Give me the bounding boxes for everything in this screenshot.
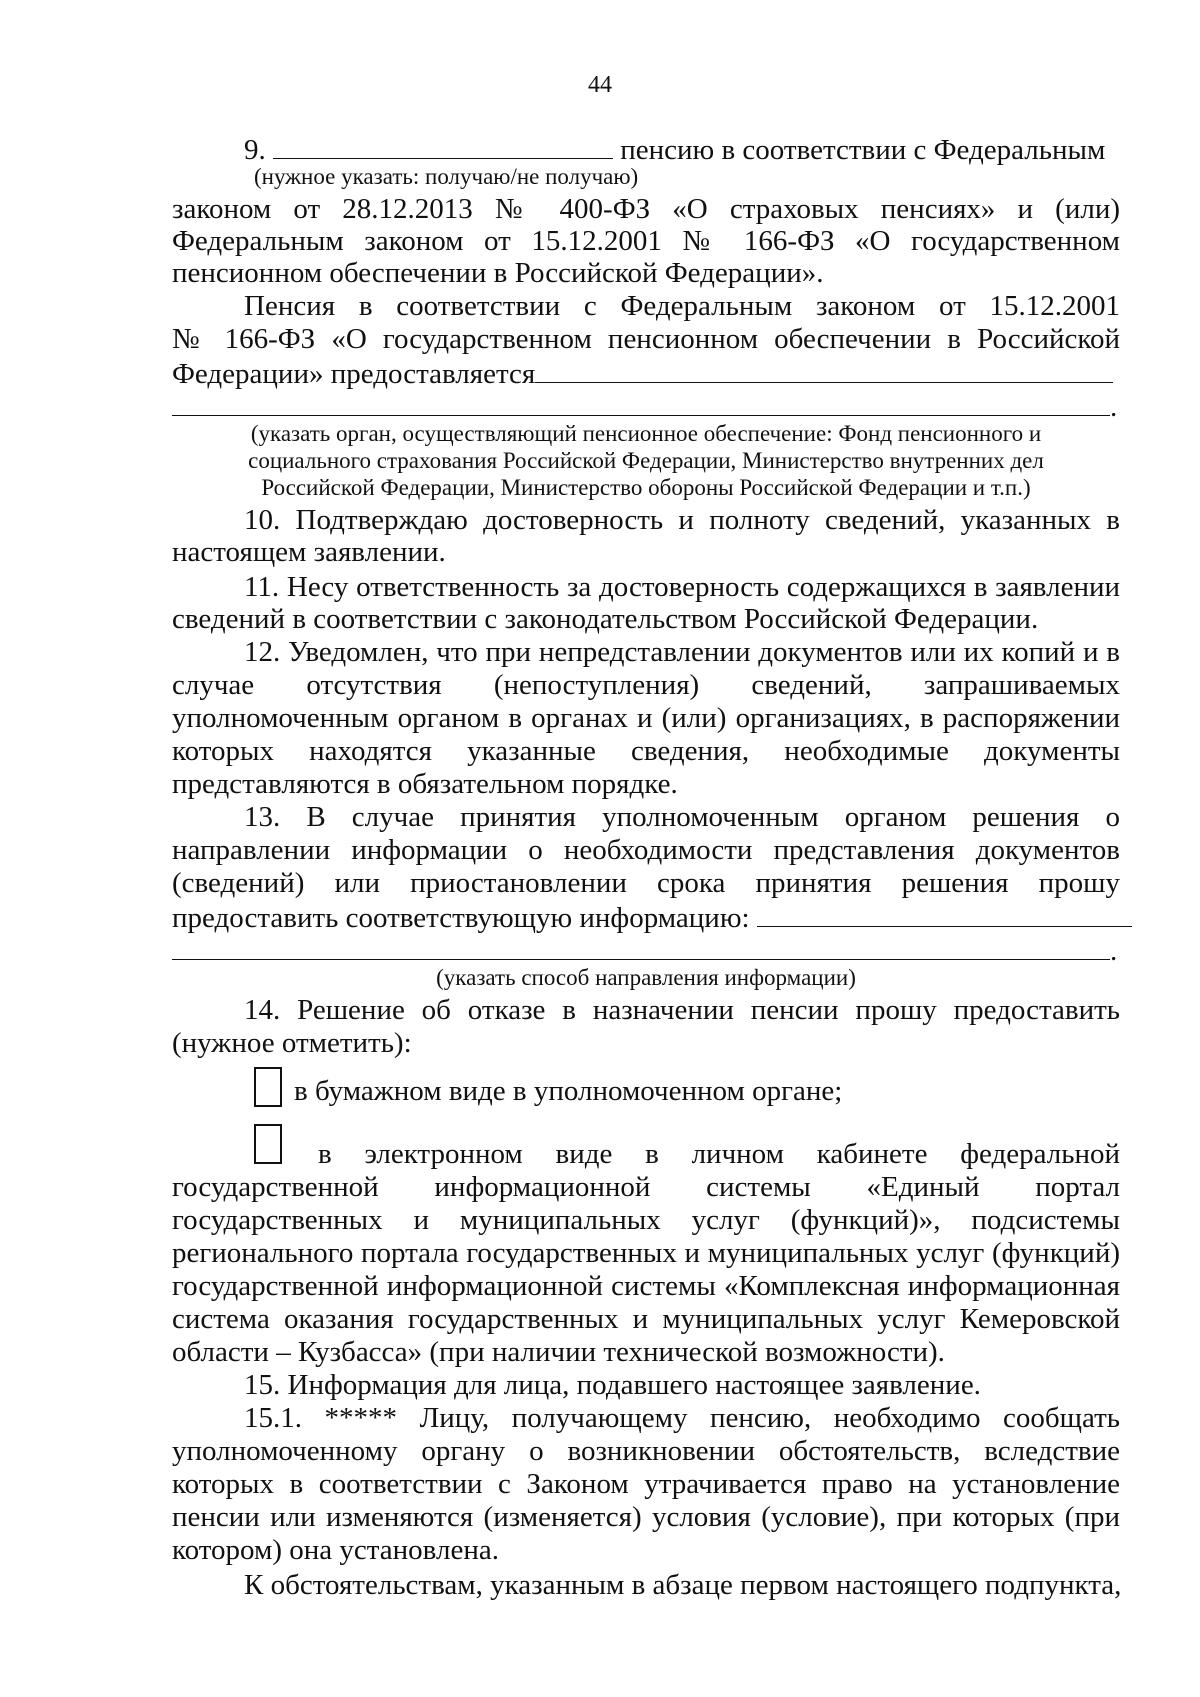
item12-line5: представляются в обязательном порядке. [172, 768, 678, 800]
item151-line6: К обстоятельствам, указанным в абзаце первом настоящего подпункта, [244, 1569, 1122, 1601]
electronic-option-line5: государственной информационной системы «Комплексная информационная [172, 1270, 1120, 1302]
page-number: 44 [588, 72, 612, 98]
item9-line3: Федеральным законом от 15.12.2001 № 166-ФЗ «О государственном [172, 225, 1120, 257]
item10-line1: 10. Подтверждаю достоверность и полноту сведений, указанных в [244, 504, 1120, 536]
pension-organ-blank-1[interactable] [535, 356, 1113, 383]
item9-hint: (нужное указать: получаю/не получаю) [254, 164, 639, 189]
electronic-option-line7: области – Кузбасса» (при наличии технической возможности). [172, 1336, 945, 1368]
item9-line4: пенсионном обеспечении в Российской Федерации». [172, 257, 824, 289]
electronic-option-line6: система оказания государственных и муниципальных услуг Кемеровской [172, 1303, 1120, 1335]
item13-line3: (сведений) или приостановлении срока принятия решения прошу [172, 867, 1120, 899]
electronic-option-checkbox[interactable] [254, 1124, 282, 1164]
item9-line2: законом от 28.12.2013 № 400-ФЗ «О страховых пенсиях» и (или) [172, 193, 1120, 225]
item15-line1: 15. Информация для лица, подавшего настоящее заявление. [244, 1369, 981, 1401]
paper-option-checkbox[interactable] [254, 1067, 282, 1107]
pension-provided-label: Федерации» предоставляется [172, 358, 536, 390]
pension-hint-3: Российской Федерации, Министерство обороны Российской Федерации и т.п.) [261, 475, 1031, 500]
item12-line4: которых находятся указанные сведения, необходимые документы [172, 735, 1120, 767]
item13-line5 [172, 933, 1120, 967]
item151-line4: пенсии или изменяются (изменяется) условия (условие), при которых (при [172, 1501, 1120, 1533]
item9-number: 9. [244, 134, 266, 166]
item13-dot: . [1110, 935, 1118, 967]
item10-line2: настоящем заявлении. [172, 536, 446, 568]
item151-line2: уполномоченному органу о возникновении обстоятельств, вследствие [172, 1435, 1120, 1467]
item12-line3: уполномоченным органом в органах и (или) организациях, в распоряжении [172, 702, 1120, 734]
electronic-option-line3: государственных и муниципальных услуг (функций)», подсистемы [172, 1204, 1120, 1236]
item13-provide-label: предоставить соответствующую информацию: [172, 902, 750, 934]
item11-line1: 11. Несу ответственность за достоверность содержащихся в заявлении [244, 571, 1120, 603]
paper-option-label: в бумажном виде в уполномоченном органе; [294, 1075, 843, 1107]
electronic-option-line4: регионального портала государственных и муниципальных услуг (функций) [172, 1237, 1120, 1269]
item14-line1: 14. Решение об отказе в назначении пенсии прошу предоставить [244, 994, 1120, 1026]
item9-line1 [244, 132, 1120, 166]
item13-line1: 13. В случае принятия уполномоченным органом решения о [244, 801, 1120, 833]
item13-hint: (указать способ направления информации) [436, 965, 856, 990]
pension-line1: Пенсия в соответствии с Федеральным законом от 15.12.2001 [244, 290, 1120, 322]
item9-blank[interactable] [273, 132, 613, 159]
item151-line1: 15.1. ***** Лицу, получающему пенсию, необходимо сообщать [244, 1402, 1120, 1434]
item11-line2: сведений в соответствии с законодательством Российской Федерации. [172, 603, 1039, 635]
item9-after-text: пенсию в соответствии с Федеральным [620, 134, 1106, 166]
pension-hint-1: (указать орган, осуществляющий пенсионное обеспечение: Фонд пенсионного и [250, 421, 1042, 446]
pension-dot: . [1110, 391, 1118, 423]
electronic-option-line1: в электронном виде в личном кабинете федеральной [318, 1138, 1120, 1170]
item151-line3: которых в соответствии с Законом утрачивается право на установление [172, 1468, 1120, 1500]
pension-line4 [172, 389, 1120, 423]
pension-organ-blank-2[interactable] [172, 389, 1110, 416]
item12-line1: 12. Уведомлен, что при непредставлении документов или их копий и в [244, 636, 1120, 668]
item13-method-blank-1[interactable] [757, 900, 1132, 927]
item13-line2: направлении информации о необходимости представления документов [172, 834, 1120, 866]
item12-line2: случае отсутствия (непоступления) сведений, запрашиваемых [172, 669, 1120, 701]
item14-line2: (нужное отметить): [172, 1027, 412, 1059]
pension-line2: № 166-ФЗ «О государственном пенсионном обеспечении в Российской [172, 323, 1120, 355]
pension-hint-2: социального страхования Российской Федерации, Министерство внутренних дел [248, 448, 1044, 473]
pension-line3 [172, 356, 1120, 390]
item13-line4 [172, 900, 1120, 934]
electronic-option-line2: государственной информационной системы «Единый портал [172, 1171, 1120, 1203]
item151-line5: котором) она установлена. [172, 1534, 499, 1566]
item13-method-blank-2[interactable] [172, 933, 1110, 960]
